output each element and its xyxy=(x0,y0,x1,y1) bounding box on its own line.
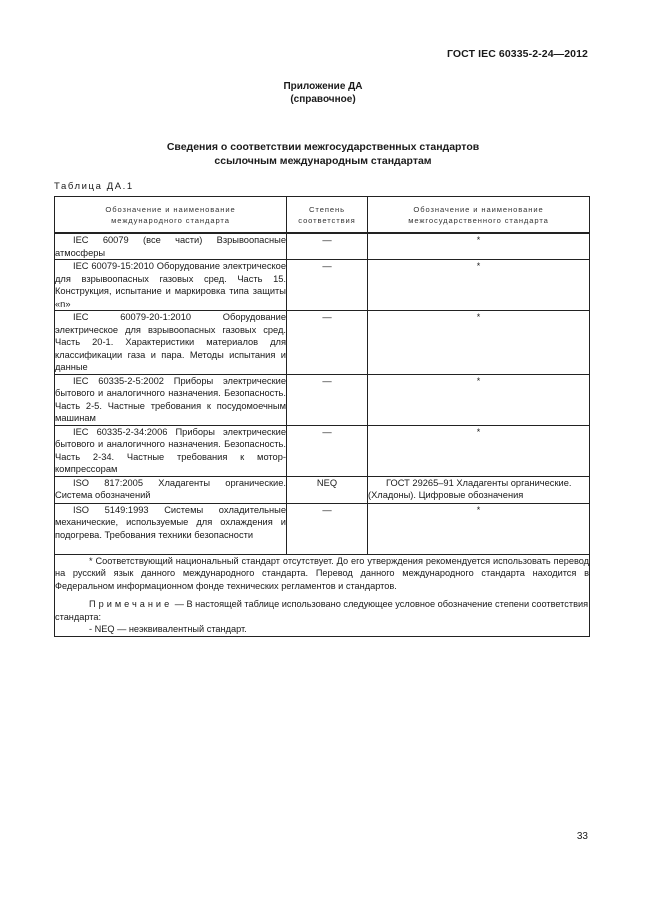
correspondence-table xyxy=(54,196,590,637)
note-heading: Примечание xyxy=(89,599,173,609)
table-notes-row xyxy=(55,554,590,636)
table-row xyxy=(55,260,590,311)
degree-cell: — xyxy=(322,235,332,245)
note-abbreviation-item: - NEQ — неэквивалентный стандарт. xyxy=(89,624,247,634)
interstate-standard-cell: * xyxy=(476,235,481,245)
degree-cell: — xyxy=(322,426,332,437)
interstate-standard-cell: * xyxy=(476,312,481,322)
international-standard-cell: IEC 60079 (все части) Взрывоопасные атмосферы xyxy=(55,235,286,258)
degree-cell: — xyxy=(322,312,332,322)
international-standard-cell: ISO 817:2005 Хладагенты органические. Система обозначений xyxy=(55,477,286,500)
table-footnote: * Соответствующий национальный стандарт отсутствует. До его утверждения рекомендуется использовать перевод на русский язык данного международного стандарта. Перевод данного международного стандарта находится в Федеральном информационном фонде технических регламентов и стандартов. xyxy=(55,555,589,591)
table-caption: Таблица ДА.1 xyxy=(54,181,134,192)
page-number: 33 xyxy=(576,831,588,842)
interstate-standard-cell: * xyxy=(476,504,481,515)
interstate-standard-cell: * xyxy=(476,426,481,437)
table-notes xyxy=(55,554,590,636)
standard-code: ГОСТ IEC 60335-2-24—2012 xyxy=(446,48,588,60)
table-row xyxy=(55,311,590,375)
table-row xyxy=(55,503,590,554)
degree-cell: — xyxy=(322,375,332,386)
international-standard-cell: IEC 60335-2-5:2002 Приборы электрические бытового и аналогичного назначения. Безопасность. Часть 2-5. Частные требования к посудомоечным машинам xyxy=(55,375,286,423)
table-row xyxy=(55,233,590,260)
interstate-standard-cell: ГОСТ 29265–91 Хладагенты органические. (Хладоны). Цифровые обозначения xyxy=(368,477,572,500)
table-note xyxy=(55,598,589,623)
degree-cell: NEQ xyxy=(316,477,338,488)
international-standard-cell: IEC 60335-2-34:2006 Приборы электрические бытового и аналогичного назначения. Безопасность. Часть 2-34. Частные требования к мотор-компрессорам xyxy=(55,426,286,474)
document-title xyxy=(0,140,646,168)
header-interstate-standard: Обозначение и наименование межгосударственного стандарта xyxy=(368,197,590,234)
interstate-standard-cell: * xyxy=(476,375,481,386)
annex-subtitle: (справочное) xyxy=(290,94,356,105)
header-degree-of-conformity: Степень соответствия xyxy=(287,197,368,234)
table-row xyxy=(55,425,590,476)
annex-heading xyxy=(0,80,646,106)
document-title-line-1: Сведения о соответствии межгосударственных стандартов xyxy=(166,141,480,153)
annex-title: Приложение ДА xyxy=(283,81,363,92)
table-row xyxy=(55,374,590,425)
note-text: — В настоящей таблице использовано следующее условное обозначение степени соответствия стандарта: xyxy=(55,599,589,622)
degree-cell: — xyxy=(322,261,332,271)
degree-cell: — xyxy=(322,504,332,515)
international-standard-cell: ISO 5149:1993 Системы охладительные механические, используемые для охлаждения и подогрева. Требования техники безопасности xyxy=(55,504,286,540)
international-standard-cell: IEC 60079-20-1:2010 Оборудование электрическое для взрывоопасных газовых сред. Часть 20-1. Характеристики материалов для классификации газа и пара. Методы испытания и данные xyxy=(55,312,286,372)
international-standard-cell: IEC 60079-15:2010 Оборудование электрическое для взрывоопасных газовых сред. Часть 15. Конструкция, испытание и маркировка типа защиты «n» xyxy=(55,261,286,309)
interstate-standard-cell: * xyxy=(476,261,481,271)
document-title-line-2: ссылочным международным стандартам xyxy=(214,155,432,167)
table-header-row xyxy=(55,197,590,234)
table-row xyxy=(55,476,590,503)
header-international-standard: Обозначение и наименование международного стандарта xyxy=(55,197,287,234)
